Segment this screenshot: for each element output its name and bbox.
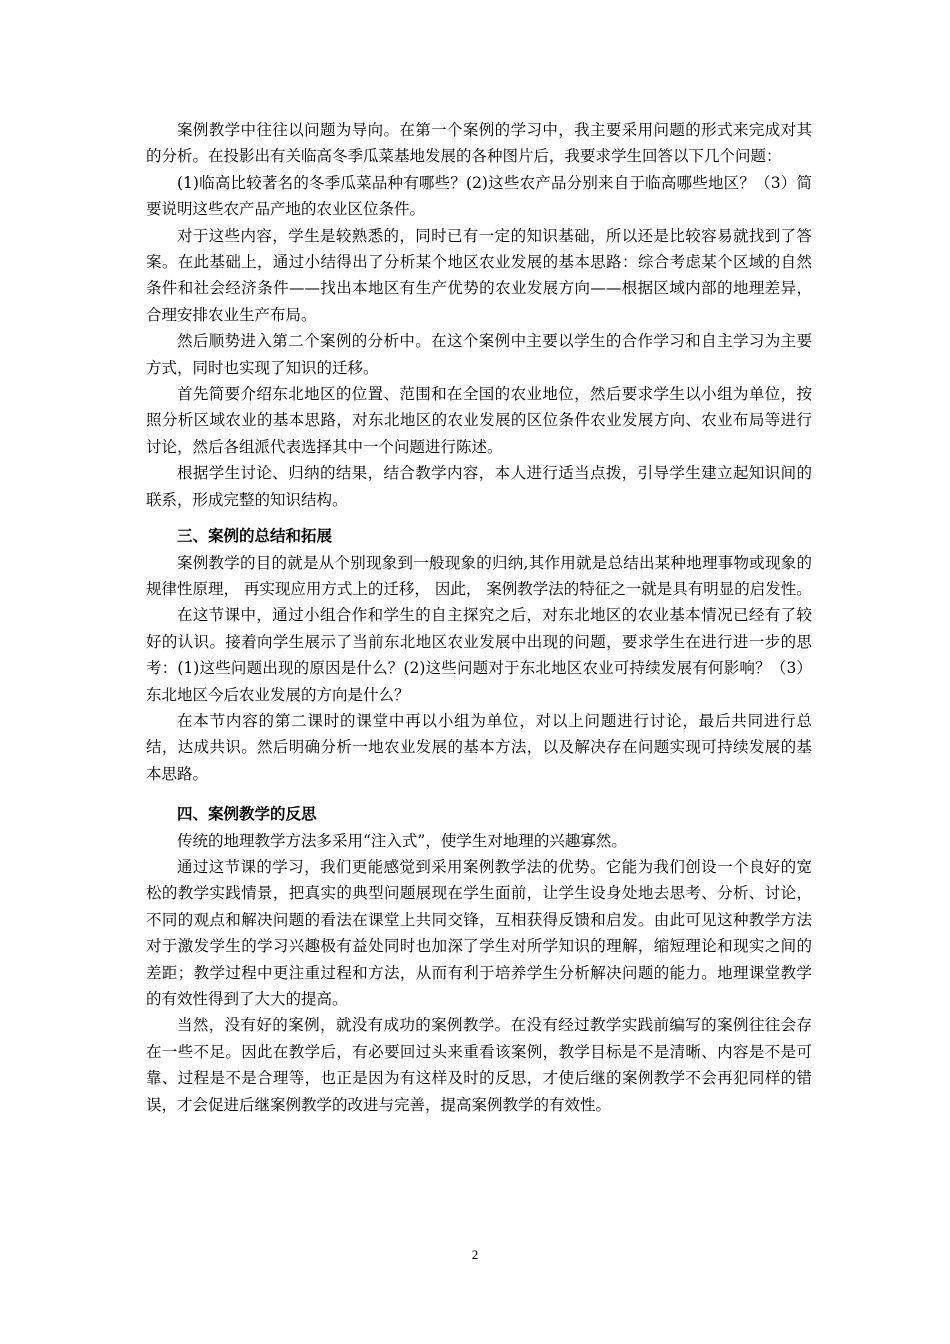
section-heading-3: 三、案例的总结和拓展: [177, 526, 333, 546]
paragraph: 通过这节课的学习，我们更能感觉到采用案例教学法的优势。它能为我们创设一个良好的宽松的教学实践情景，把真实的典型问题展现在学生面前，让学生设身处地去思考、分析、讨论，不同的观点和解决问题的看法在课堂上共同交锋，互相获得反馈和启发。由此可见这种教学方法对于激发学生的学习兴趣极有益处同时也加深了学生对所学知识的理解，缩短理论和现实之间的差距；教学过程中更注重过程和方法，从而有利于培养学生分析解决问题的能力。地理课堂教学的有效性得到了大大的提高。: [146, 857, 812, 1008]
section-heading-4: 四、案例教学的反思: [177, 804, 317, 824]
paragraph: 案例教学的目的就是从个别现象到一般现象的归纳,其作用就是总结出某种地理事物或现象的规律性原理， 再实现应用方式上的迁移， 因此， 案例教学法的特征之一就是具有明显的启发性。: [146, 553, 812, 598]
paragraph: 案例教学中往往以问题为导向。在第一个案例的学习中，我主要采用问题的形式来完成对其的分析。在投影出有关临高冬季瓜菜基地发展的各种图片后，我要求学生回答以下几个问题：: [146, 121, 812, 166]
paragraph: 当然，没有好的案例，就没有成功的案例教学。在没有经过教学实践前编写的案例往往会存在一些不足。因此在教学后，有必要回过头来重看该案例，教学目标是不是清晰、内容是不是可靠、过程是不是合理等，也正是因为有这样及时的反思，才使后继的案例教学不会再犯同样的错误，才会促进后继案例教学的改进与完善，提高案例教学的有效性。: [146, 1016, 812, 1114]
paragraph: 对于这些内容，学生是较熟悉的，同时已有一定的知识基础，所以还是比较容易就找到了答案。在此基础上，通过小结得出了分析某个地区农业发展的基本思路：综合考虑某个区域的自然条件和社会经济条件——找出本地区有生产优势的农业发展方向——根据区域内部的地理差异，合理安排农业生产布局。: [146, 226, 812, 324]
paragraph: 然后顺势进入第二个案例的分析中。在这个案例中主要以学生的合作学习和自主学习为主要方式，同时也实现了知识的迁移。: [146, 332, 812, 377]
paragraph: 首先简要介绍东北地区的位置、范围和在全国的农业地位，然后要求学生以小组为单位，按照分析区域农业的基本思路，对东北地区的农业发展的区位条件农业发展方向、农业布局等进行讨论，然后各组派代表选择其中一个问题进行陈述。: [146, 385, 812, 456]
spacer: [146, 787, 812, 801]
paragraph: 在这节课中，通过小组合作和学生的自主探究之后，对东北地区的农业基本情况已经有了较好的认识。接着向学生展示了当前东北地区农业发展中出现的问题，要求学生在进行进一步的思考：(1)这些问题出现的原因是什么？(2)这些问题对于东北地区农业可持续发展有何影响？（3）东北地区今后农业发展的方向是什么？: [146, 606, 812, 704]
page-number: 2: [471, 1247, 479, 1262]
body-text: [146, 117, 812, 1118]
spacer: [146, 513, 812, 523]
paragraph: 传统的地理教学方法多采用“注入式”，使学生对地理的兴趣寡然。: [177, 831, 627, 850]
paragraph: 在本节内容的第二课时的课堂中再以小组为单位，对以上问题进行讨论，最后共同进行总结，达成共识。然后明确分析一地农业发展的基本方法，以及解决存在问题实现可持续发展的基本思路。: [146, 711, 812, 783]
paragraph: (1)临高比较著名的冬季瓜菜品种有哪些？(2)这些农产品分别来自于临高哪些地区？（3）简要说明这些农产品产地的农业区位条件。: [146, 173, 812, 219]
paragraph: 根据学生讨论、归纳的结果，结合教学内容，本人进行适当点拨，引导学生建立起知识间的联系，形成完整的知识结构。: [146, 464, 812, 509]
